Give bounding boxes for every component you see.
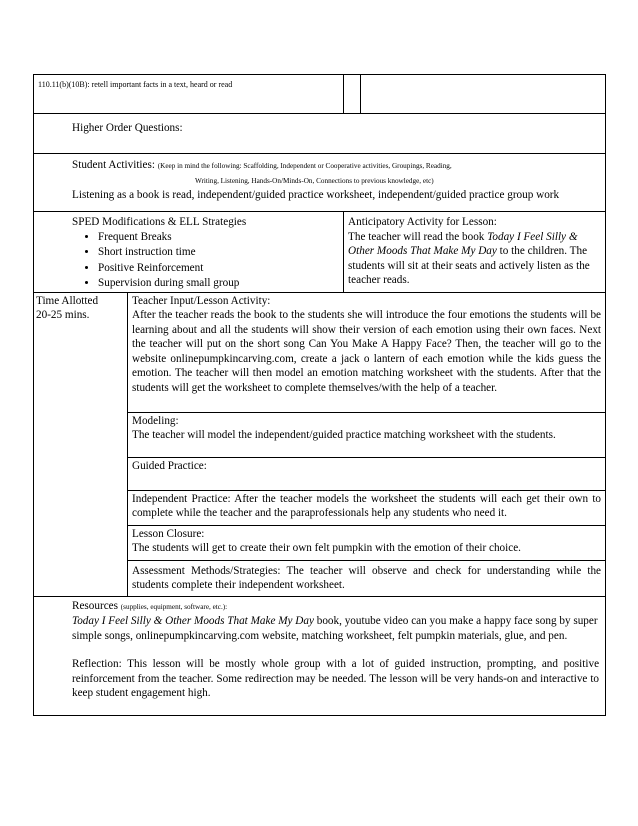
higher-order-label: Higher Order Questions: xyxy=(72,122,183,134)
sped-label: SPED Modifications & ELL Strategies xyxy=(72,216,247,228)
assessment-text: Assessment Methods/Strategies: The teacher will observe and check for understanding while the students complete their independent worksheet. xyxy=(132,564,602,591)
independent-text: Independent Practice: After the teacher models the worksheet the students will each get their own to complete while the teacher and the paraprofessionals help any students who need it. xyxy=(132,492,602,519)
guided-label: Guided Practice: xyxy=(132,459,207,472)
student-activities-text: Listening as a book is read, independent/guided practice worksheet, independent/guided practice group work xyxy=(72,189,560,201)
sped-item: • Supervision during small group xyxy=(98,276,343,292)
student-activities-label: Student Activities: xyxy=(72,159,155,171)
resources-text: book, youtube video can you make a happy face song by super simple songs, onlinepumpkincarving.com website, matching worksheet, felt pumpkin materials, glue, and pen. xyxy=(72,615,598,642)
student-activities-note-1: (Keep in mind the following: Scaffolding, Independent or Cooperative activities, Groupings, Reading, xyxy=(157,162,452,170)
standard-divider xyxy=(344,75,361,113)
resources-note: (supplies, equipment, software, etc.): xyxy=(120,602,228,611)
teacher-input-section xyxy=(128,293,605,413)
time-label: Time Allotted xyxy=(36,294,99,307)
sped-item: • Short instruction time xyxy=(98,245,343,261)
sped-item: • Frequent Breaks xyxy=(98,230,343,246)
sped-item: • Positive Reinforcement xyxy=(98,261,343,277)
sped-cell xyxy=(34,212,344,293)
anticipatory-text-b: to the children. The students will sit at their seats and actively listen as the teacher reads. xyxy=(348,245,590,286)
resources-cell xyxy=(34,596,606,715)
modeling-section xyxy=(128,413,605,458)
student-activities-note-2: Writing, Listening, Hands-On/Minds-On, Connections to previous knowledge, etc) xyxy=(195,176,434,185)
anticipatory-text-a: The teacher will read the book xyxy=(348,230,488,243)
standard-empty-cell xyxy=(344,75,606,114)
sped-list xyxy=(72,230,343,292)
independent-section xyxy=(128,491,605,526)
lesson-plan-table xyxy=(33,74,606,716)
time-cell xyxy=(34,292,128,596)
closure-text: The students will get to create their own felt pumpkin with the emotion of their choice. xyxy=(132,542,521,554)
standard-cell xyxy=(34,75,344,114)
resources-label: Resources xyxy=(72,599,118,612)
reflection-text: Reflection: This lesson will be mostly whole group with a lot of guided instruction, prompting, and positive reinforcement from the teacher. Some redirection may be needed. The lesson will be very hands-on and interactive to keep student engagement high. xyxy=(72,658,600,699)
student-activities-cell xyxy=(34,154,606,212)
closure-section xyxy=(128,526,605,561)
resources-book-title: Today I Feel Silly & Other Moods That Make My Day xyxy=(72,615,314,627)
guided-section xyxy=(128,458,605,491)
teacher-input-label: Teacher Input/Lesson Activity: xyxy=(132,294,271,307)
anticipatory-book-title: Today I Feel Silly & Other Moods That Make My Day xyxy=(348,230,578,257)
teacher-input-text: After the teacher reads the book to the students she will introduce the four emotions the students will be learning about and all the students will show their version of each emotion using their own faces. Next the teacher will put on the short song Can You Make A Happy Face? Then, the teacher will go to the website onlinepumpkincarving.com, create a jack o lantern of each emotion while the kids guess the emotion. The teacher will then model an emotion matching worksheet with the students. After that the students will get the worksheet to complete themselves/with the help of a teacher. xyxy=(132,309,602,394)
modeling-label: Modeling: xyxy=(132,414,179,427)
closure-label: Lesson Closure: xyxy=(132,527,205,540)
anticipatory-cell xyxy=(344,212,606,293)
activity-cell xyxy=(128,292,606,596)
anticipatory-label: Anticipatory Activity for Lesson: xyxy=(348,216,497,228)
lesson-plan-page xyxy=(33,74,605,716)
modeling-text: The teacher will model the independent/guided practice matching worksheet with the students. xyxy=(132,429,556,441)
standard-text: 110.11(b)(10B): retell important facts in a text, heard or read xyxy=(38,80,233,89)
higher-order-cell xyxy=(34,114,606,154)
time-value: 20-25 mins. xyxy=(36,309,90,321)
assessment-section xyxy=(128,561,605,596)
